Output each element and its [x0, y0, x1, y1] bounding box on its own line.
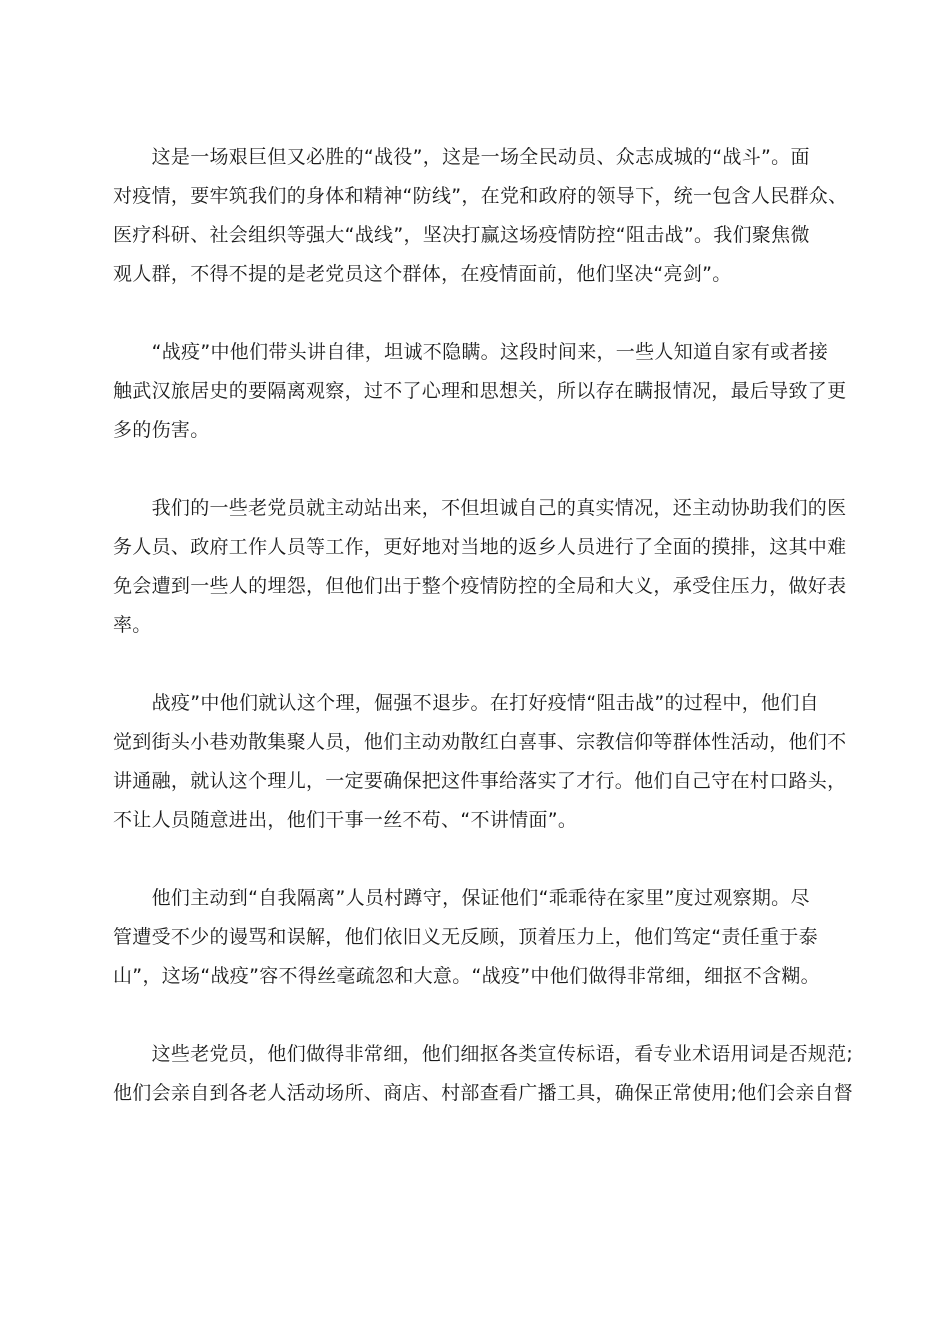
paragraph-gap [113, 996, 877, 1035]
text-line: 讲通融，就认这个理儿，一定要确保把这件事给落实了才行。他们自己守在村口路头， [113, 770, 847, 792]
text-line: 医疗科研、社会组织等强大“战线”，坚决打赢这场疫情防控“阻击战”。我们聚焦微 [113, 224, 810, 246]
document-body [113, 138, 877, 1113]
text-line: 对疫情，要牢筑我们的身体和精神“防线”，在党和政府的领导下，统一包含人民群众、 [113, 185, 848, 207]
paragraph-gap [113, 450, 877, 489]
text-line: 山”，这场“战疫”容不得丝毫疏忽和大意。“战疫”中他们做得非常细，细抠不含糊。 [113, 965, 820, 987]
text-line: 免会遭到一些人的埋怨，但他们出于整个疫情防控的全局和大义，承受住压力，做好表 [113, 575, 847, 597]
text-line: 多的伤害。 [113, 419, 210, 441]
paragraph [113, 879, 877, 996]
paragraph-gap [113, 294, 877, 333]
paragraph-gap [113, 840, 877, 879]
text-line: 率。 [113, 614, 152, 636]
paragraph-gap [113, 645, 877, 684]
text-line: 不让人员随意进出，他们干事一丝不苟、“不讲情面”。 [113, 809, 578, 831]
paragraph [113, 684, 877, 840]
paragraph [113, 1035, 877, 1113]
text-line: 觉到街头小巷劝散集聚人员，他们主动劝散红白喜事、宗教信仰等群体性活动，他们不 [113, 731, 847, 753]
paragraph [113, 333, 877, 450]
text-line: “战疫”中他们带头讲自律，坦诚不隐瞒。这段时间来，一些人知道自家有或者接 [113, 341, 829, 363]
paragraph [113, 489, 877, 645]
text-line: 这些老党员，他们做得非常细，他们细抠各类宣传标语，看专业术语用词是否规范; [113, 1043, 854, 1065]
text-line: 这是一场艰巨但又必胜的“战役”，这是一场全民动员、众志成城的“战斗”。面 [113, 146, 810, 168]
text-line: 他们会亲自到各老人活动场所、商店、村部查看广播工具，确保正常使用;他们会亲自督 [113, 1082, 854, 1104]
text-line: 观人群，不得不提的是老党员这个群体，在疫情面前，他们坚决“亮剑”。 [113, 263, 732, 285]
text-line: 他们主动到“自我隔离”人员村蹲守，保证他们“乖乖待在家里”度过观察期。尽 [113, 887, 810, 909]
text-line: 务人员、政府工作人员等工作，更好地对当地的返乡人员进行了全面的摸排，这其中难 [113, 536, 847, 558]
text-line: 我们的一些老党员就主动站出来，不但坦诚自己的真实情况，还主动协助我们的医 [113, 497, 847, 519]
paragraph [113, 138, 877, 294]
text-line: 战疫”中他们就认这个理，倔强不退步。在打好疫情“阻击战”的过程中，他们自 [113, 692, 819, 714]
text-line: 管遭受不少的谩骂和误解，他们依旧义无反顾，顶着压力上，他们笃定“责任重于泰 [113, 926, 818, 948]
text-line: 触武汉旅居史的要隔离观察，过不了心理和思想关，所以存在瞒报情况，最后导致了更 [113, 380, 847, 402]
